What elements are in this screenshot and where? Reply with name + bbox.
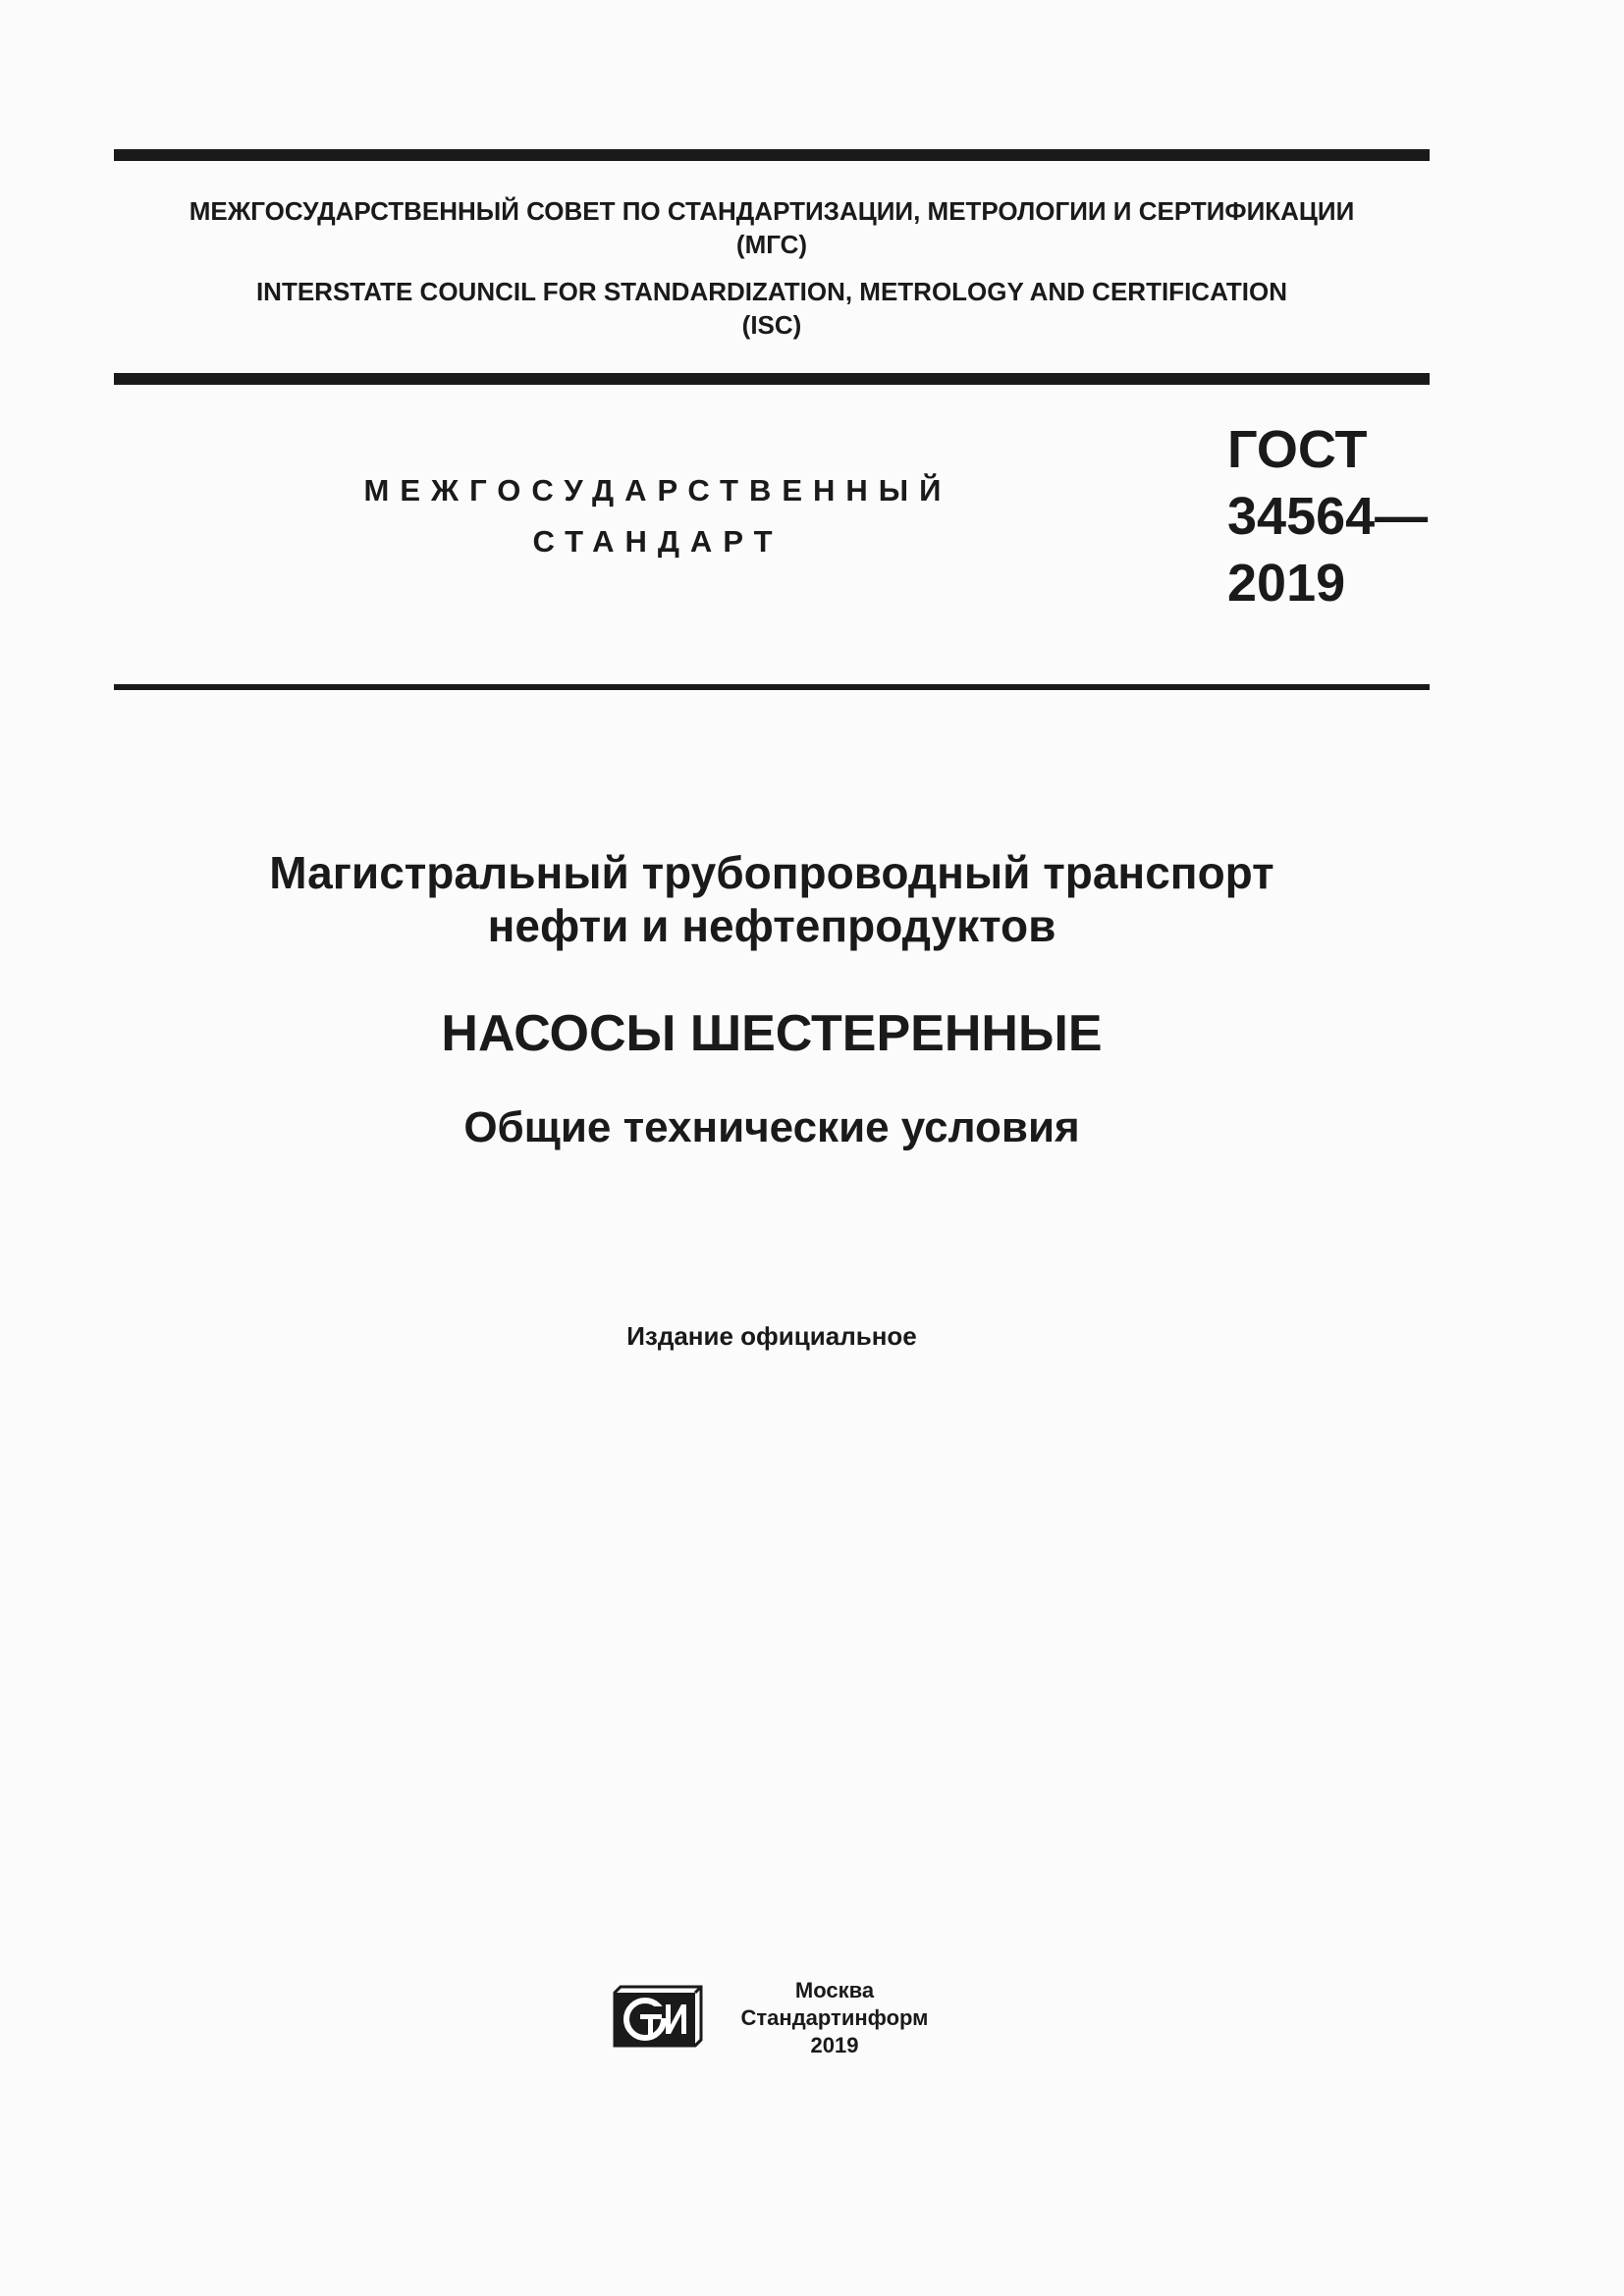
- edition-label: Издание официальное: [626, 1321, 917, 1351]
- main-title-line2: нефти и нефтепродуктов: [487, 900, 1056, 951]
- middle-rule: [114, 373, 1430, 385]
- council-ru: [114, 194, 1430, 261]
- council-en-abbr: (ISC): [741, 310, 802, 340]
- standard-code-line2: 34564—: [1227, 487, 1429, 546]
- publisher-year: 2019: [810, 2033, 859, 2057]
- council-ru-name: МЕЖГОСУДАРСТВЕННЫЙ СОВЕТ ПО СТАНДАРТИЗАЦИИ, МЕТРОЛОГИИ И СЕРТИФИКАЦИИ: [189, 196, 1355, 226]
- document-subtitle: Общие технические условия: [463, 1103, 1080, 1151]
- standard-code: [1227, 416, 1428, 616]
- publisher-name: Стандартинформ: [740, 2005, 929, 2030]
- document-name: НАСОСЫ ШЕСТЕРЕННЫЕ: [441, 1005, 1103, 1062]
- main-title-line1: Магистральный трубопроводный транспорт: [269, 847, 1274, 898]
- council-en: [114, 275, 1430, 342]
- document-main-title: [114, 846, 1430, 952]
- publisher-city: Москва: [794, 1978, 875, 2002]
- bottom-rule: [114, 684, 1430, 690]
- standard-kind: [324, 465, 992, 567]
- standard-code-line1: ГОСТ: [1227, 420, 1368, 479]
- standard-kind-line1: МЕЖГОСУДАРСТВЕННЫЙ: [363, 473, 952, 507]
- standartinform-logo-icon: [611, 1981, 705, 2054]
- standard-code-line3: 2019: [1227, 554, 1346, 613]
- publisher-block: [717, 1977, 952, 2059]
- standard-kind-line2: СТАНДАРТ: [532, 524, 784, 559]
- council-ru-abbr: (МГС): [735, 230, 808, 259]
- council-en-name: INTERSTATE COUNCIL FOR STANDARDIZATION, METROLOGY AND CERTIFICATION: [255, 277, 1288, 306]
- top-rule: [114, 149, 1430, 161]
